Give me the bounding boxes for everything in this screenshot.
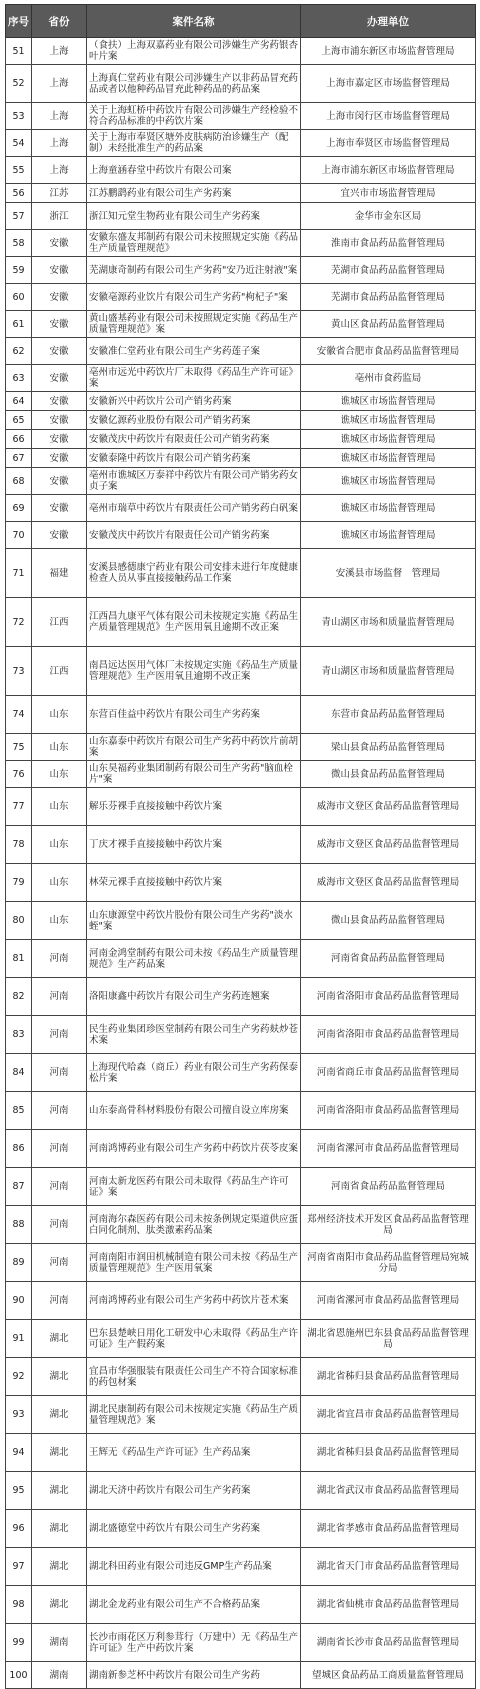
row-case-name: 河南南阳市润田机械制造有限公司未按《药品生产质量管理规范》生产医用氧案 bbox=[87, 1244, 301, 1282]
table-row bbox=[6, 1206, 476, 1244]
row-no: 79 bbox=[6, 864, 32, 902]
row-case-name: 安徽亿源药业股份有限公司产销劣药案 bbox=[87, 411, 301, 430]
row-dept: 黄山区食品药品监督管理局 bbox=[301, 311, 476, 338]
row-province: 上海 bbox=[32, 130, 87, 157]
table-row bbox=[6, 130, 476, 157]
header-dept: 办理单位 bbox=[301, 5, 476, 38]
row-dept: 湖北省秭归县食品药品监督管理局 bbox=[301, 1358, 476, 1396]
row-province: 安徽 bbox=[32, 449, 87, 468]
table-row bbox=[6, 1396, 476, 1434]
row-dept: 东营市食品药品监督管理局 bbox=[301, 696, 476, 734]
row-dept: 谯城区市场监督管理局 bbox=[301, 468, 476, 495]
row-case-name: 河南金鸿堂制药有限公司未按《药品生产质量管理规范》生产药品案 bbox=[87, 940, 301, 978]
row-dept: 青山湖区市场和质量监督管理局 bbox=[301, 598, 476, 647]
row-dept: 河南省商丘市食品药品监督管理局 bbox=[301, 1054, 476, 1092]
row-province: 河南 bbox=[32, 1092, 87, 1130]
row-province: 湖北 bbox=[32, 1396, 87, 1434]
row-case-name: 关于上海市奉贤区塘外皮肤病防治诊嫌生产（配制）未经批准生产的药品案 bbox=[87, 130, 301, 157]
row-case-name: 长沙市雨花区万利参茸行（万建中）无《药品生产许可证》生产中药饮片案 bbox=[87, 1624, 301, 1662]
row-dept: 谯城区市场监督管理局 bbox=[301, 411, 476, 430]
row-no: 95 bbox=[6, 1472, 32, 1510]
table-row bbox=[6, 1282, 476, 1320]
table-row bbox=[6, 1054, 476, 1092]
row-no: 99 bbox=[6, 1624, 32, 1662]
row-province: 上海 bbox=[32, 65, 87, 103]
row-dept: 微山县食品药品监督管理局 bbox=[301, 761, 476, 788]
row-dept: 望城区食品药品工商质量监督管理局 bbox=[301, 1662, 476, 1689]
row-province: 安徽 bbox=[32, 257, 87, 284]
table-row bbox=[6, 449, 476, 468]
row-no: 86 bbox=[6, 1130, 32, 1168]
table-row bbox=[6, 978, 476, 1016]
row-case-name: 河南太新龙医药有限公司未取得《药品生产许可证》案 bbox=[87, 1168, 301, 1206]
table-row bbox=[6, 734, 476, 761]
row-dept: 淮南市食品药品监督管理局 bbox=[301, 230, 476, 257]
row-no: 100 bbox=[6, 1662, 32, 1689]
row-province: 安徽 bbox=[32, 495, 87, 522]
row-case-name: 湖北金龙药业有限公司生产不合格药品案 bbox=[87, 1586, 301, 1624]
row-case-name: 安徽茂庆中药饮片有限责任公司产销劣药案 bbox=[87, 522, 301, 549]
row-province: 河南 bbox=[32, 1282, 87, 1320]
row-province: 山东 bbox=[32, 788, 87, 826]
row-case-name: 安徽茂庆中药饮片有限责任公司产销劣药案 bbox=[87, 430, 301, 449]
row-province: 上海 bbox=[32, 103, 87, 130]
row-case-name: 山东嘉泰中药饮片有限公司生产劣药中药饮片前胡案 bbox=[87, 734, 301, 761]
row-dept: 青山湖区市场和质量监督管理局 bbox=[301, 647, 476, 696]
row-dept: 芜湖市食品药品监督管理局 bbox=[301, 257, 476, 284]
row-province: 浙江 bbox=[32, 203, 87, 230]
row-province: 山东 bbox=[32, 734, 87, 761]
table-row bbox=[6, 1434, 476, 1472]
row-province: 安徽 bbox=[32, 311, 87, 338]
row-no: 62 bbox=[6, 338, 32, 365]
row-dept: 湖南省长沙市食品药品监督管理局 bbox=[301, 1624, 476, 1662]
row-case-name: 安徽泰隆中药饮片有限公司产销劣药案 bbox=[87, 449, 301, 468]
row-no: 91 bbox=[6, 1320, 32, 1358]
table-row bbox=[6, 411, 476, 430]
row-no: 76 bbox=[6, 761, 32, 788]
row-no: 55 bbox=[6, 157, 32, 184]
row-no: 68 bbox=[6, 468, 32, 495]
table-row bbox=[6, 1130, 476, 1168]
row-province: 福建 bbox=[32, 549, 87, 598]
row-dept: 上海市浦东新区市场监督管理局 bbox=[301, 38, 476, 65]
row-province: 湖南 bbox=[32, 1662, 87, 1689]
row-case-name: 芜湖康奇制药有限公司生产劣药"安乃近注射液"案 bbox=[87, 257, 301, 284]
row-no: 93 bbox=[6, 1396, 32, 1434]
row-dept: 上海市浦东新区市场监督管理局 bbox=[301, 157, 476, 184]
row-case-name: 亳州市远光中药饮片厂未取得《药品生产许可证》案 bbox=[87, 365, 301, 392]
row-dept: 湖北省宜昌市食品药品监督管理局 bbox=[301, 1396, 476, 1434]
row-province: 河南 bbox=[32, 940, 87, 978]
row-province: 河南 bbox=[32, 978, 87, 1016]
header-province: 省份 bbox=[32, 5, 87, 38]
row-no: 80 bbox=[6, 902, 32, 940]
table-row bbox=[6, 430, 476, 449]
row-province: 河南 bbox=[32, 1244, 87, 1282]
table-row bbox=[6, 1244, 476, 1282]
row-case-name: 山东昊福药业集团制药有限公司生产劣药"脑血栓片"案 bbox=[87, 761, 301, 788]
table-row bbox=[6, 65, 476, 103]
row-no: 83 bbox=[6, 1016, 32, 1054]
row-case-name: 湖北民康制药有限公司未按规定实施《药品生产质量管理规范》案 bbox=[87, 1396, 301, 1434]
row-no: 84 bbox=[6, 1054, 32, 1092]
row-no: 54 bbox=[6, 130, 32, 157]
table-row bbox=[6, 1358, 476, 1396]
row-province: 安徽 bbox=[32, 338, 87, 365]
row-no: 57 bbox=[6, 203, 32, 230]
row-dept: 谯城区市场监督管理局 bbox=[301, 449, 476, 468]
table-row bbox=[6, 1472, 476, 1510]
row-no: 59 bbox=[6, 257, 32, 284]
row-dept: 河南省漯河市食品药品监督管理局 bbox=[301, 1282, 476, 1320]
row-province: 山东 bbox=[32, 696, 87, 734]
row-no: 98 bbox=[6, 1586, 32, 1624]
row-province: 江苏 bbox=[32, 184, 87, 203]
table-row bbox=[6, 1548, 476, 1586]
case-table bbox=[5, 4, 476, 1689]
table-body bbox=[6, 38, 476, 1689]
row-case-name: 巴东县楚峡日用化工研发中心未取得《药品生产许可证》生产假药案 bbox=[87, 1320, 301, 1358]
row-case-name: 江苏鹏鹞药业有限公司生产劣药案 bbox=[87, 184, 301, 203]
row-dept: 芜湖市食品药品监督管理局 bbox=[301, 284, 476, 311]
table-row bbox=[6, 365, 476, 392]
row-no: 90 bbox=[6, 1282, 32, 1320]
row-case-name: 湖北天济中药饮片有限公司生产劣药案 bbox=[87, 1472, 301, 1510]
table-row bbox=[6, 598, 476, 647]
table-row bbox=[6, 522, 476, 549]
row-province: 安徽 bbox=[32, 284, 87, 311]
row-no: 74 bbox=[6, 696, 32, 734]
row-no: 53 bbox=[6, 103, 32, 130]
row-dept: 湖北省武汉市食品药品监督管理局 bbox=[301, 1472, 476, 1510]
row-no: 61 bbox=[6, 311, 32, 338]
table-row bbox=[6, 549, 476, 598]
row-dept: 谯城区市场监督管理局 bbox=[301, 430, 476, 449]
row-province: 河南 bbox=[32, 1054, 87, 1092]
row-no: 63 bbox=[6, 365, 32, 392]
row-province: 上海 bbox=[32, 38, 87, 65]
row-no: 81 bbox=[6, 940, 32, 978]
row-case-name: 安徽新兴中药饮片公司产销劣药案 bbox=[87, 392, 301, 411]
row-case-name: 黄山盛基药业有限公司未按照规定实施《药品生产质量管理规范》案 bbox=[87, 311, 301, 338]
row-province: 河南 bbox=[32, 1206, 87, 1244]
row-province: 安徽 bbox=[32, 522, 87, 549]
row-case-name: 关于上海虹桥中药饮片有限公司涉嫌生产经检验不符合药品标准的中药饮片案 bbox=[87, 103, 301, 130]
row-province: 江西 bbox=[32, 647, 87, 696]
row-dept: 安溪县市场监督 管理局 bbox=[301, 549, 476, 598]
table-row bbox=[6, 826, 476, 864]
row-dept: 谯城区市场监督管理局 bbox=[301, 392, 476, 411]
table-row bbox=[6, 1624, 476, 1662]
row-dept: 湖北省孝感市食品药品监督管理局 bbox=[301, 1510, 476, 1548]
row-no: 60 bbox=[6, 284, 32, 311]
row-case-name: 安徽亳源药业饮片有限公司生产劣药"枸杞子"案 bbox=[87, 284, 301, 311]
row-case-name: 亳州市瑞草中药饮片有限责任公司产销劣药白矾案 bbox=[87, 495, 301, 522]
table-row bbox=[6, 38, 476, 65]
row-province: 湖北 bbox=[32, 1434, 87, 1472]
row-no: 94 bbox=[6, 1434, 32, 1472]
row-province: 上海 bbox=[32, 157, 87, 184]
row-dept: 谯城区市场监督管理局 bbox=[301, 495, 476, 522]
row-case-name: 安徽东盛友邦制药有限公司未按照规定实施《药品生产质量管理规范》 bbox=[87, 230, 301, 257]
row-dept: 河南省食品药品监督管理局 bbox=[301, 1168, 476, 1206]
row-dept: 河南省漯河市食品药品监督管理局 bbox=[301, 1130, 476, 1168]
row-province: 安徽 bbox=[32, 392, 87, 411]
row-province: 湖北 bbox=[32, 1586, 87, 1624]
table-row bbox=[6, 864, 476, 902]
row-dept: 梁山县食品药品监督管理局 bbox=[301, 734, 476, 761]
row-no: 56 bbox=[6, 184, 32, 203]
row-dept: 河南省南阳市食品药品监督管理局宛城分局 bbox=[301, 1244, 476, 1282]
row-no: 87 bbox=[6, 1168, 32, 1206]
table-row bbox=[6, 103, 476, 130]
header-case-name: 案件名称 bbox=[87, 5, 301, 38]
row-case-name: 浙江知元堂生物药业有限公司生产劣药案 bbox=[87, 203, 301, 230]
row-province: 安徽 bbox=[32, 411, 87, 430]
row-case-name: 王辉无《药品生产许可证》生产药品案 bbox=[87, 1434, 301, 1472]
table-row bbox=[6, 230, 476, 257]
row-dept: 河南省洛阳市食品药品监督管理局 bbox=[301, 1016, 476, 1054]
header-no: 序号 bbox=[6, 5, 32, 38]
row-no: 85 bbox=[6, 1092, 32, 1130]
table-row bbox=[6, 495, 476, 522]
row-no: 58 bbox=[6, 230, 32, 257]
row-no: 67 bbox=[6, 449, 32, 468]
table-row bbox=[6, 338, 476, 365]
table-row bbox=[6, 311, 476, 338]
row-dept: 湖北省天门市食品药品监督管理局 bbox=[301, 1548, 476, 1586]
row-dept: 宜兴市市场监督管理局 bbox=[301, 184, 476, 203]
row-no: 92 bbox=[6, 1358, 32, 1396]
row-dept: 湖北省仙桃市食品药品监督管理局 bbox=[301, 1586, 476, 1624]
row-province: 河南 bbox=[32, 1130, 87, 1168]
table-row bbox=[6, 647, 476, 696]
row-case-name: 湖北盛德堂中药饮片有限公司生产劣药案 bbox=[87, 1510, 301, 1548]
row-case-name: 亳州市谯城区万泰祥中药饮片有限公司产销劣药女贞子案 bbox=[87, 468, 301, 495]
table-row bbox=[6, 1016, 476, 1054]
table-row bbox=[6, 284, 476, 311]
row-province: 湖北 bbox=[32, 1510, 87, 1548]
row-no: 97 bbox=[6, 1548, 32, 1586]
table-row bbox=[6, 1168, 476, 1206]
row-no: 65 bbox=[6, 411, 32, 430]
table-row bbox=[6, 257, 476, 284]
table-row bbox=[6, 940, 476, 978]
row-dept: 威海市文登区食品药品监督管理局 bbox=[301, 788, 476, 826]
row-province: 山东 bbox=[32, 826, 87, 864]
row-no: 72 bbox=[6, 598, 32, 647]
row-case-name: 林荣元裸手直接接触中药饮片案 bbox=[87, 864, 301, 902]
row-dept: 河南省食品药品监督管理局 bbox=[301, 940, 476, 978]
table-header-row bbox=[6, 5, 476, 38]
table-row bbox=[6, 761, 476, 788]
table-row bbox=[6, 696, 476, 734]
row-case-name: 东营百佳益中药饮片有限公司生产劣药案 bbox=[87, 696, 301, 734]
row-case-name: 南昌远达医用气体厂未按规定实施《药品生产质量管理规范》生产医用氧且逾期不改正案 bbox=[87, 647, 301, 696]
row-province: 河南 bbox=[32, 1016, 87, 1054]
table-row bbox=[6, 1586, 476, 1624]
row-case-name: 江西昌九康平气体有限公司未按规定实施《药品生产质量管理规范》生产医用氧且逾期不改正案 bbox=[87, 598, 301, 647]
row-case-name: 湖南新参芝杯中药饮片有限公司生产劣药 bbox=[87, 1662, 301, 1689]
row-province: 安徽 bbox=[32, 430, 87, 449]
row-dept: 上海市闵行区市场监督管理局 bbox=[301, 103, 476, 130]
row-no: 75 bbox=[6, 734, 32, 761]
table-row bbox=[6, 788, 476, 826]
row-no: 71 bbox=[6, 549, 32, 598]
row-case-name: 上海童涵春堂中药饮片有限公司案 bbox=[87, 157, 301, 184]
row-dept: 河南省洛阳市食品药品监督管理局 bbox=[301, 1092, 476, 1130]
row-dept: 上海市奉贤区市场监督管理局 bbox=[301, 130, 476, 157]
row-province: 湖北 bbox=[32, 1548, 87, 1586]
row-province: 湖北 bbox=[32, 1320, 87, 1358]
row-province: 河南 bbox=[32, 1168, 87, 1206]
row-no: 66 bbox=[6, 430, 32, 449]
row-dept: 金华市金东区局 bbox=[301, 203, 476, 230]
row-province: 山东 bbox=[32, 902, 87, 940]
row-no: 73 bbox=[6, 647, 32, 696]
row-case-name: 山东康源堂中药饮片股份有限公司生产劣药"淡水蛭"案 bbox=[87, 902, 301, 940]
row-no: 70 bbox=[6, 522, 32, 549]
row-dept: 河南省洛阳市食品药品监督管理局 bbox=[301, 978, 476, 1016]
row-case-name: 河南鸿博药业有限公司生产劣药中药饮片茯苓皮案 bbox=[87, 1130, 301, 1168]
row-case-name: 洛阳康鑫中药饮片有限公司生产劣药连翘案 bbox=[87, 978, 301, 1016]
row-case-name: 丁庆才裸手直接接触中药饮片案 bbox=[87, 826, 301, 864]
table-row bbox=[6, 203, 476, 230]
row-dept: 微山县食品药品监督管理局 bbox=[301, 902, 476, 940]
row-province: 安徽 bbox=[32, 468, 87, 495]
row-no: 82 bbox=[6, 978, 32, 1016]
row-no: 69 bbox=[6, 495, 32, 522]
row-case-name: 民生药业集团珍医堂制药有限公司生产劣药麸炒苍术案 bbox=[87, 1016, 301, 1054]
row-case-name: 上海现代哈森（商丘）药业有限公司生产劣药保泰松片案 bbox=[87, 1054, 301, 1092]
row-dept: 郑州经济技术开发区食品药品监督管理局 bbox=[301, 1206, 476, 1244]
table-row bbox=[6, 468, 476, 495]
row-case-name: 安徽准仁堂药业有限公司生产劣药莲子案 bbox=[87, 338, 301, 365]
row-no: 52 bbox=[6, 65, 32, 103]
table-row bbox=[6, 1320, 476, 1358]
row-dept: 湖北省恩施州巴东县食品药品监督管理局 bbox=[301, 1320, 476, 1358]
table-row bbox=[6, 1510, 476, 1548]
row-case-name: 上海真仁堂药业有限公司涉嫌生产以非药品冒充药品或者以他种药品冒充此种药品的药品案 bbox=[87, 65, 301, 103]
row-province: 湖南 bbox=[32, 1624, 87, 1662]
row-case-name: 安溪县感德康宁药业有限公司安排未进行年度健康检查人员从事直接接触药品工作案 bbox=[87, 549, 301, 598]
row-province: 江西 bbox=[32, 598, 87, 647]
row-province: 安徽 bbox=[32, 230, 87, 257]
table-row bbox=[6, 1092, 476, 1130]
row-no: 88 bbox=[6, 1206, 32, 1244]
row-province: 安徽 bbox=[32, 365, 87, 392]
row-case-name: 河南海尔森医药有限公司未按条例规定渠道供应蛋白同化制剂、肽类激素药品案 bbox=[87, 1206, 301, 1244]
row-dept: 湖北省秭归县食品药品监督管理局 bbox=[301, 1434, 476, 1472]
row-case-name: 宜昌市华强服装有限责任公司生产不符合国家标准的药包材案 bbox=[87, 1358, 301, 1396]
table-row bbox=[6, 902, 476, 940]
row-no: 51 bbox=[6, 38, 32, 65]
row-case-name: 解乐芬裸手直接接触中药饮片案 bbox=[87, 788, 301, 826]
row-dept: 威海市文登区食品药品监督管理局 bbox=[301, 826, 476, 864]
row-dept: 亳州市食药监局 bbox=[301, 365, 476, 392]
row-dept: 威海市文登区食品药品监督管理局 bbox=[301, 864, 476, 902]
row-no: 77 bbox=[6, 788, 32, 826]
row-dept: 谯城区市场监督管理局 bbox=[301, 522, 476, 549]
row-no: 64 bbox=[6, 392, 32, 411]
row-province: 山东 bbox=[32, 864, 87, 902]
table-row bbox=[6, 184, 476, 203]
table-row bbox=[6, 392, 476, 411]
table-row bbox=[6, 1662, 476, 1689]
row-case-name: 山东泰高骨科材料股份有限公司擅自设立库房案 bbox=[87, 1092, 301, 1130]
row-case-name: 河南鸿博药业有限公司生产劣药中药饮片苍术案 bbox=[87, 1282, 301, 1320]
row-no: 78 bbox=[6, 826, 32, 864]
row-case-name: 湖北科田药业有限公司违反GMP生产药品案 bbox=[87, 1548, 301, 1586]
row-no: 89 bbox=[6, 1244, 32, 1282]
row-no: 96 bbox=[6, 1510, 32, 1548]
table-row bbox=[6, 157, 476, 184]
row-province: 湖北 bbox=[32, 1472, 87, 1510]
row-province: 山东 bbox=[32, 761, 87, 788]
row-dept: 上海市嘉定区市场监督管理局 bbox=[301, 65, 476, 103]
row-case-name: （食扶）上海双嘉药业有限公司涉嫌生产劣药银杏叶片案 bbox=[87, 38, 301, 65]
row-province: 湖北 bbox=[32, 1358, 87, 1396]
row-dept: 安徽省合肥市食品药品监督管理局 bbox=[301, 338, 476, 365]
